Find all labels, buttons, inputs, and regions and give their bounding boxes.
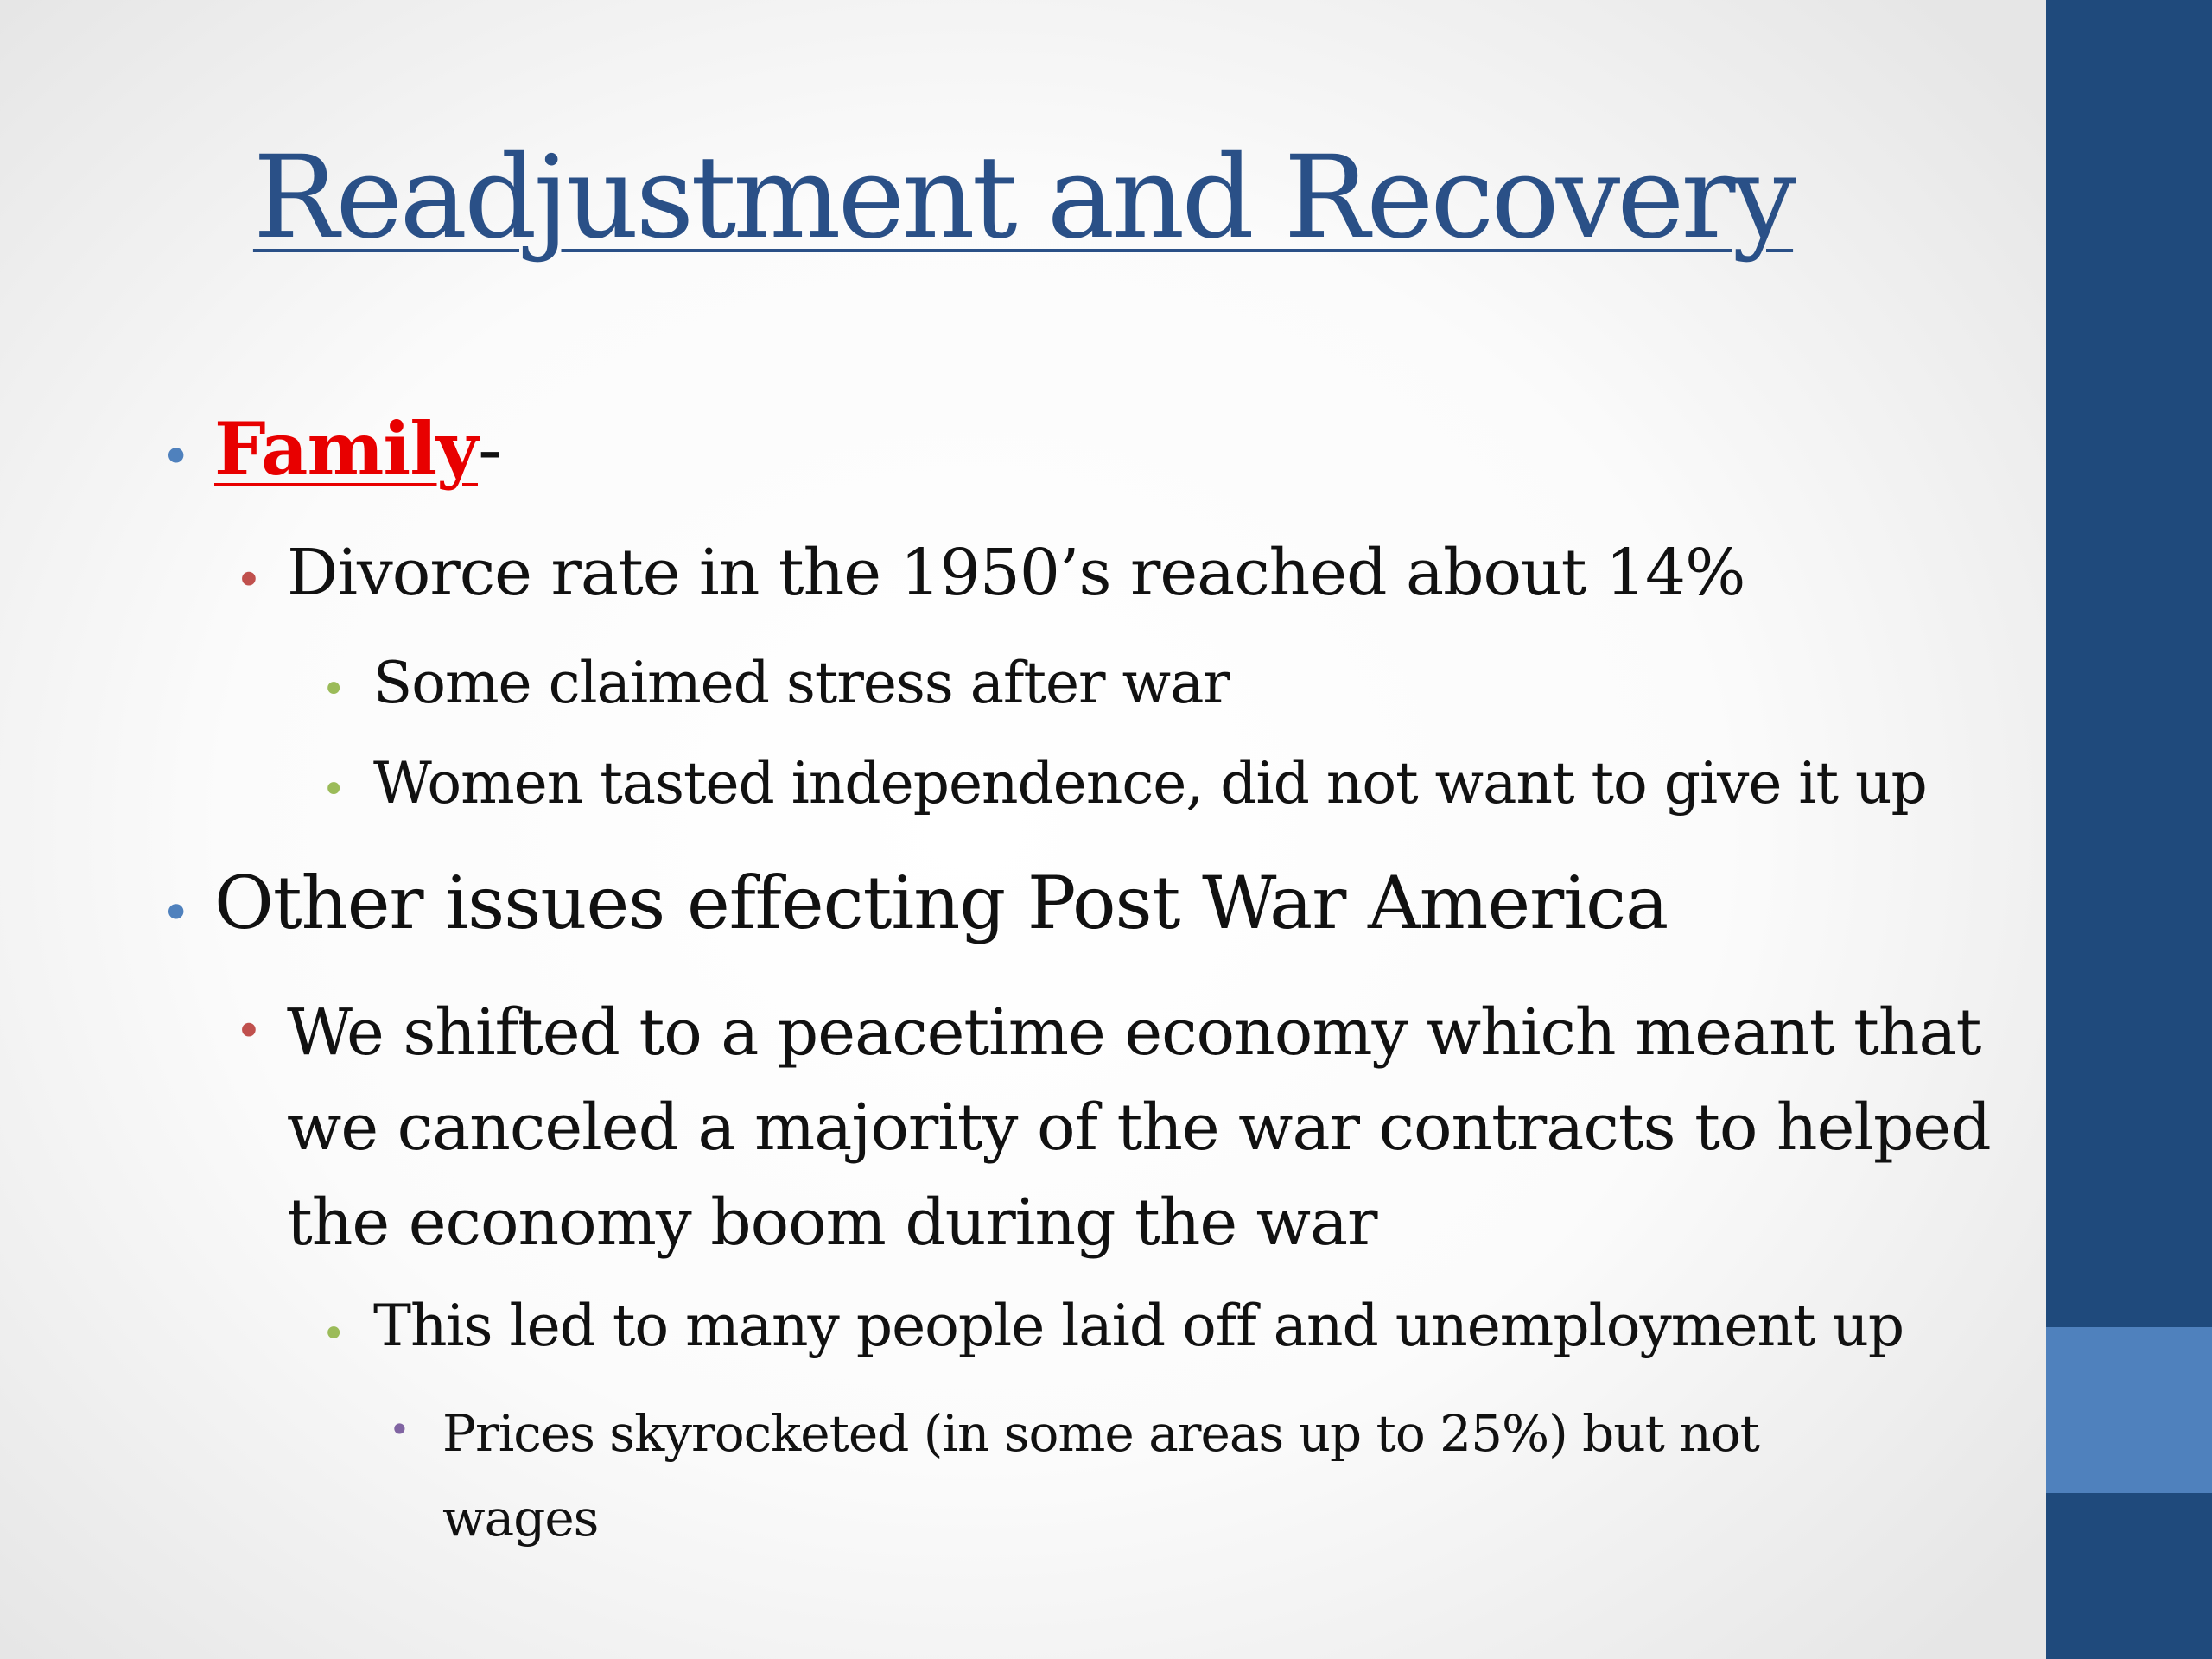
bullet-level3-icon: • (321, 665, 346, 714)
bullet-level3-icon: • (321, 766, 346, 814)
slide-title: Readjustment and Recovery (252, 131, 1794, 264)
bullet-laid-off: This led to many people laid off and unemployment up (373, 1293, 1904, 1359)
family-emphasis: Family (214, 406, 478, 492)
bullet-level4-icon: • (389, 1408, 410, 1451)
bullet-other-issues: Other issues effecting Post War America (214, 861, 1669, 945)
bullet-level3-icon: • (321, 1310, 346, 1358)
bullet-peacetime-economy: We shifted to a peacetime economy which meant that we canceled a majority of the war contracts to helped the economy boom during the war (287, 995, 1991, 1260)
bullet-level2-icon: • (235, 1004, 263, 1058)
family-suffix: - (477, 407, 502, 492)
bullet-prices-skyrocketed: Prices skyrocketed (in some areas up to 25%) but not wages (442, 1404, 1759, 1548)
side-accent-block (2046, 1327, 2212, 1493)
bullet-women-independence: Women tasted independence, did not want to give it up (373, 750, 1927, 817)
bullet-stress-after-war: Some claimed stress after war (373, 650, 1230, 716)
bullet-level1-icon: • (161, 427, 192, 487)
bullet-family (214, 406, 501, 492)
bullet-level2-icon: • (235, 553, 263, 607)
bullet-level1-icon: • (161, 883, 192, 944)
bullet-divorce-rate: Divorce rate in the 1950’s reached about 14% (287, 536, 1745, 610)
